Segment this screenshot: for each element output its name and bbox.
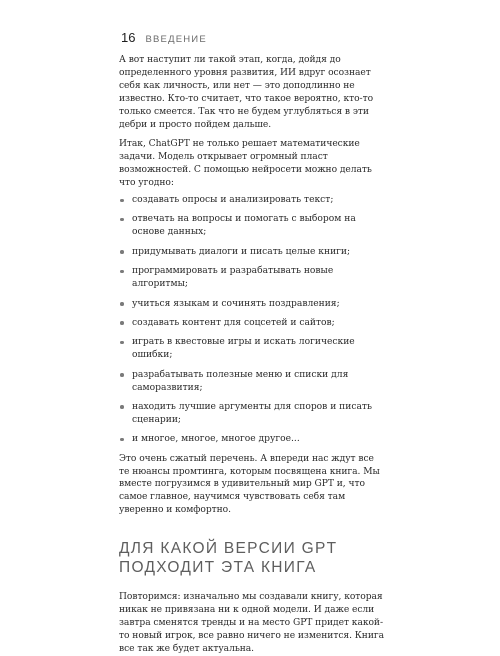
list-item-text: учиться языкам и сочинять поздравления; (132, 298, 340, 309)
section-heading: ДЛЯ КАКОЙ ВЕРСИИ GPT ПОДХОДИТ ЭТА КНИГА (119, 540, 338, 577)
bullet-icon (120, 341, 124, 345)
intro-paragraph-2: Итак, ChatGPT не только решает математические задачи. Модель открывает огромный пласт возможностей. С помощью нейросети можно делать что угодно: (119, 139, 372, 189)
list-item (119, 194, 387, 207)
list-item (119, 401, 387, 427)
bullet-icon (120, 373, 124, 377)
list-item-text: и многое, многое, многое другое... (132, 434, 300, 445)
bullet-icon (120, 321, 124, 325)
list-item (119, 317, 387, 330)
list-item-text: создавать опросы и анализировать текст; (132, 195, 334, 206)
running-head (121, 30, 207, 45)
list-item-text: придумывать диалоги и писать целые книги; (132, 246, 351, 257)
bullet-icon (120, 250, 124, 254)
page-number: 16 (121, 30, 136, 45)
page-content (119, 54, 387, 656)
list-item (119, 213, 387, 239)
list-item (119, 336, 387, 362)
section-paragraph: Повторимся: изначально мы создавали книгу, которая никак не привязана ни к одной модели. И даже если завтра сменятся тренды и на место GPT придет какой-то новый игрок, все равно ничего не изменится. Книга все так же будет актуальна. (119, 592, 384, 654)
list-item (119, 433, 387, 446)
list-item (119, 369, 387, 395)
bullet-icon (120, 405, 124, 409)
list-item (119, 246, 387, 259)
list-item-text: создавать контент для соцсетей и сайтов; (132, 317, 335, 328)
intro-paragraph-1: А вот наступит ли такой этап, когда, дойдя до определенного уровня развития, ИИ вдруг осознает себя как личность, или нет — это доподлинно не известно. Кто-то считает, что такое вероятно, кто-то только смеется. Так что не будем углубляться в эти дебри и просто пойдем дальше. (119, 55, 374, 130)
bullet-icon (120, 270, 124, 274)
list-item-text: играть в квестовые игры и искать логические ошибки; (132, 337, 355, 361)
running-section-title: ВВЕДЕНИЕ (145, 34, 207, 45)
bullet-icon (120, 199, 124, 203)
bullet-icon (120, 218, 124, 222)
after-list-paragraph: Это очень сжатый перечень. А впереди нас ждут все те нюансы промтинга, которым посвящена книга. Мы вместе погрузимся в удивительный мир GPT и, что самое главное, научимся чувствовать себя там уверенно и комфортно. (119, 453, 380, 516)
bullet-icon (120, 438, 124, 442)
list-item-text: находить лучшие аргументы для споров и писать сценарии; (132, 401, 372, 425)
list-item-text: программировать и разрабатывать новые алгоритмы; (132, 266, 334, 290)
list-item (119, 265, 387, 291)
capabilities-list (119, 194, 387, 446)
bullet-icon (120, 302, 124, 306)
list-item-text: отвечать на вопросы и помогать с выбором на основе данных; (132, 214, 356, 238)
list-item-text: разрабатывать полезные меню и списки для саморазвития; (132, 369, 349, 393)
list-item (119, 298, 387, 311)
